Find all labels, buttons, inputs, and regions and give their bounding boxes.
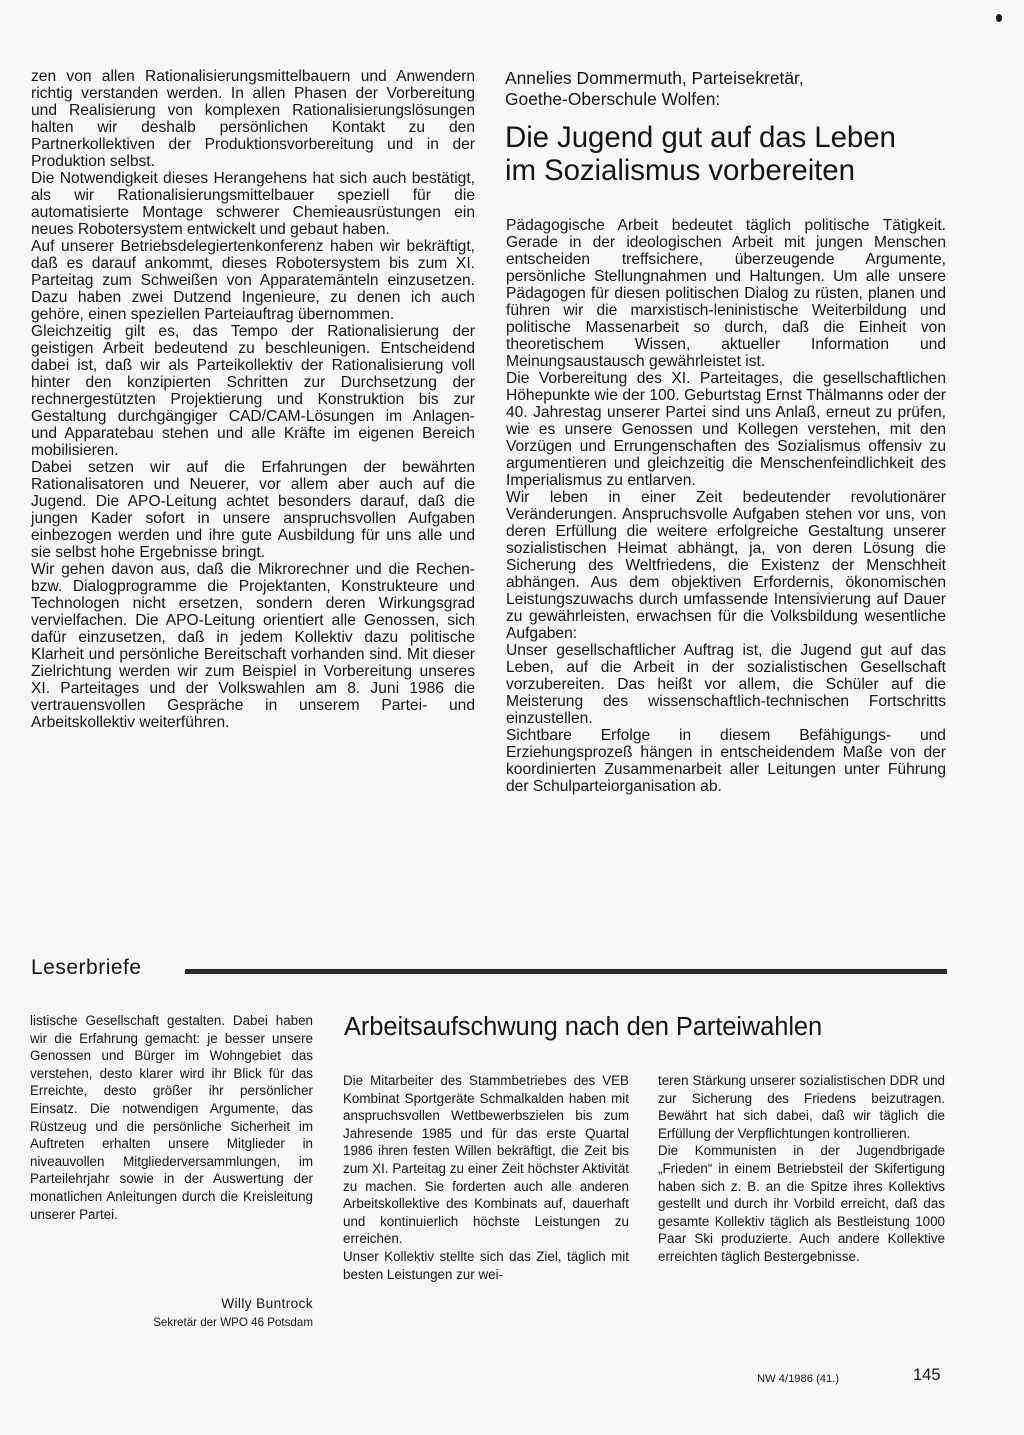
signature-title: Sekretär der WPO 46 Potsdam <box>153 1316 313 1329</box>
article-header <box>505 68 955 187</box>
issue-reference: NW 4/1986 (41.) <box>757 1373 840 1385</box>
paragraph: Unser gesellschaftlicher Auftrag ist, die Jugend gut auf das Leben, auf die Arbeit in der sozialistischen Gesellschaft vorzubereiten. Das heißt vor allem, die Schüler auf die Meisterung des wissenschaftlich-technischen Fortschritts einzustellen. <box>506 642 946 727</box>
paragraph: Sichtbare Erfolge in diesem Befähigungs- und Erziehungsprozeß hängen in entscheidendem Maße von der koordinierten Zusammenarbeit aller Leitungen unter Führung der Schulparteiorganisation ab. <box>506 727 946 795</box>
paragraph: Wir gehen davon aus, daß die Mikrorechner und die Rechen- bzw. Dialogprogramme die Projektanten, Konstrukteure und Technologen nicht ersetzen, sondern deren Wirkungsgrad vervielfachen. Die APO-Leitung orientiert alle Genossen, sich dafür einzusetzen, daß in jedem Kollektiv dazu politische Klarheit und persönliche Bereitschaft vorhanden sind. Mit dieser Zielrichtung werden wir zum Beispiel in Vorbereitung unseres XI. Parteitages und der Volkswahlen am 8. Juni 1986 die vertrauensvollen Gespräche in unserem Partei- und Arbeitskollektiv weiterführen. <box>31 561 475 731</box>
article-title <box>505 121 955 187</box>
paragraph: Dabei setzen wir auf die Erfahrungen der bewährten Rationalisatoren und Neuerer, vor allem aber auch auf die Jugend. Die APO-Leitung achtet besonders darauf, daß die jungen Kader sofort in unsere anspruchsvollen Aufgaben einbezogen werden und ihre gute Ausbildung für uns alle und sie selbst hohe Ergebnisse bringt. <box>31 459 475 561</box>
author-line: Annelies Dommermuth, Parteisekretär, <box>505 68 804 88</box>
section-label: Leserbriefe <box>31 956 142 979</box>
paragraph: Die Notwendigkeit dieses Herangehens hat sich auch bestätigt, als wir Rationalisierungsmittelbauer speziell für die automatisierte Montage schwerer Chemieausrüstungen ein neues Robotersystem entwickelt und gebaut haben. <box>31 170 475 238</box>
author-affiliation: Goethe-Oberschule Wolfen: <box>505 89 721 109</box>
paragraph: zen von allen Rationalisierungsmittelbauern und Anwendern richtig verstanden werden. In allen Phasen der Vorbereitung und Realisierung von komplexen Rationalisierungslösungen halten wir deshalb persönlichen Kontakt zu den Partnerkollektiven der Produktionsvorbereitung und in der Produktion selbst. <box>31 68 475 170</box>
page-number: 145 <box>913 1366 941 1384</box>
article-title-line: im Sozialismus vorbereiten <box>505 154 855 187</box>
paragraph: Pädagogische Arbeit bedeutet täglich politische Tätigkeit. Gerade in der ideologischen Arbeit mit jungen Menschen entscheiden treffsichere, überzeugende Argumente, persönliche Stellungnahmen und Haltungen. Um alle unsere Pädagogen für diesen politischen Dialog zu rüsten, planen und führen wir die marxistisch-leninistische Weiterbildung und politische Massenarbeit so durch, daß die Einheit von theoretischem Wissen, aktueller Information und Meinungsaustausch gewährleistet ist. <box>506 217 946 370</box>
paragraph: Gleichzeitig gilt es, das Tempo der Rationalisierung der geistigen Arbeit bedeutend zu beschleunigen. Entscheidend dabei ist, daß wir als Parteikollektiv der Rationalisierung voll hinter den konzipierten Schritten zur Durchsetzung der rechnergestützten Projektierung und Konstruktion bis zur Gestaltung durchgängiger CAD/CAM-Lösungen im Anlagen- und Apparatebau stehen und alle Kräfte im eigenen Bereich mobilisieren. <box>31 323 475 459</box>
paragraph: Die Mitarbeiter des Stammbetriebes des VEB Kombinat Sportgeräte Schmalkalden haben mit anspruchsvollen Wettbewerbszielen bis zum Jahresende 1985 und für das erste Quartal 1986 ihren festen Willen bekräftigt, die Zeit bis zum XI. Parteitag zu einer Zeit höchster Aktivität zu machen. Sie forderten auch alle anderen Arbeitskollektive des Kombinats auf, dauerhaft und kontinuierlich höchste Leistungen zu erreichen. <box>343 1073 629 1247</box>
paragraph: Die Kommunisten in der Jugendbrigade „Frieden“ in einem Betriebsteil der Skifertigung haben sich z. B. an die Spitze ihres Kollektivs gestellt und durch ihr Vorbild erreicht, daß das gesamte Kollektiv täglich als Bestleistung 1000 Paar Ski produzierte. Auch andere Kollektive erreichten täglich Bestergebnisse. <box>658 1143 945 1264</box>
letter-column <box>343 1072 629 1283</box>
article-column-left <box>31 68 475 731</box>
section-rule <box>185 969 947 974</box>
paragraph: listische Gesellschaft gestalten. Dabei haben wir die Erfahrung gemacht: je besser unsere Genossen und Bürger im Wohngebiet das verstehen, desto klarer wird ihr Blick für das Erreichte, desto größer ihr persönlicher Einsatz. Die notwendigen Argumente, das Rüstzeug und die persönliche Sicherheit im Auftreten erhalten unsere Mitglieder in niveauvollen Mitgliederversammlungen, im Parteilehrjahr sowie in der Auswertung der monatlichen Anleitungen durch die Kreisleitung unserer Partei. <box>30 1013 313 1222</box>
article-title-line: Die Jugend gut auf das Leben <box>505 121 896 154</box>
corner-mark <box>996 14 1002 22</box>
paragraph: Wir leben in einer Zeit bedeutender revolutionärer Veränderungen. Anspruchsvolle Aufgaben stehen vor uns, von deren Erfüllung die weitere erfolgreiche Gestaltung unserer sozialistischen Heimat abhängt, ja, von deren Lösung die Sicherung des Weltfriedens, die Existenz der Menschheit abhängen. Aus dem objektiven Erfordernis, ökonomischen Leistungszuwachs durch umfassende Intensivierung auf Dauer zu gewährleisten, erwachsen für die Volksbildung wesentliche Aufgaben: <box>506 489 946 642</box>
letter-column <box>658 1072 945 1266</box>
article-column-right <box>506 217 946 795</box>
paragraph: Die Vorbereitung des XI. Parteitages, die gesellschaftlichen Höhepunkte wie der 100. Geburtstag Ernst Thälmanns oder der 40. Jahrestag unserer Partei sind uns Anlaß, erneut zu prüfen, wie es unsere Genossen und Kollegen verstehen, mit den Vorzügen und Errungenschaften des Sozialismus offensiv zu argumentieren und gleichzeitig die Menschenfeindlichkeit des Imperialismus zu entlarven. <box>506 370 946 489</box>
letter-title: Arbeitsaufschwung nach den Parteiwahlen <box>344 1013 823 1041</box>
signature-name: Willy Buntrock <box>221 1296 313 1311</box>
paragraph: Unser Kollektiv stellte sich das Ziel, täglich mit besten Leistungen zur wei- <box>343 1248 629 1282</box>
paragraph: teren Stärkung unserer sozialistischen DDR und zur Sicherung des Friedens beizutragen. Bewährt hat sich dabei, daß wir täglich die Erfüllung der Verpflichtungen kontrollieren. <box>658 1073 945 1141</box>
section-header <box>31 954 947 982</box>
paragraph: Auf unserer Betriebsdelegiertenkonferenz haben wir bekräftigt, daß es darauf ankommt, dieses Robotersystem bis zum XI. Parteitag zum Schweißen von Apparatemänteln einzusetzen. Dazu haben zwei Dutzend Ingenieure, zu denen ich auch gehöre, einen speziellen Parteiauftrag übernommen. <box>31 238 475 323</box>
letter-column <box>30 1012 313 1223</box>
